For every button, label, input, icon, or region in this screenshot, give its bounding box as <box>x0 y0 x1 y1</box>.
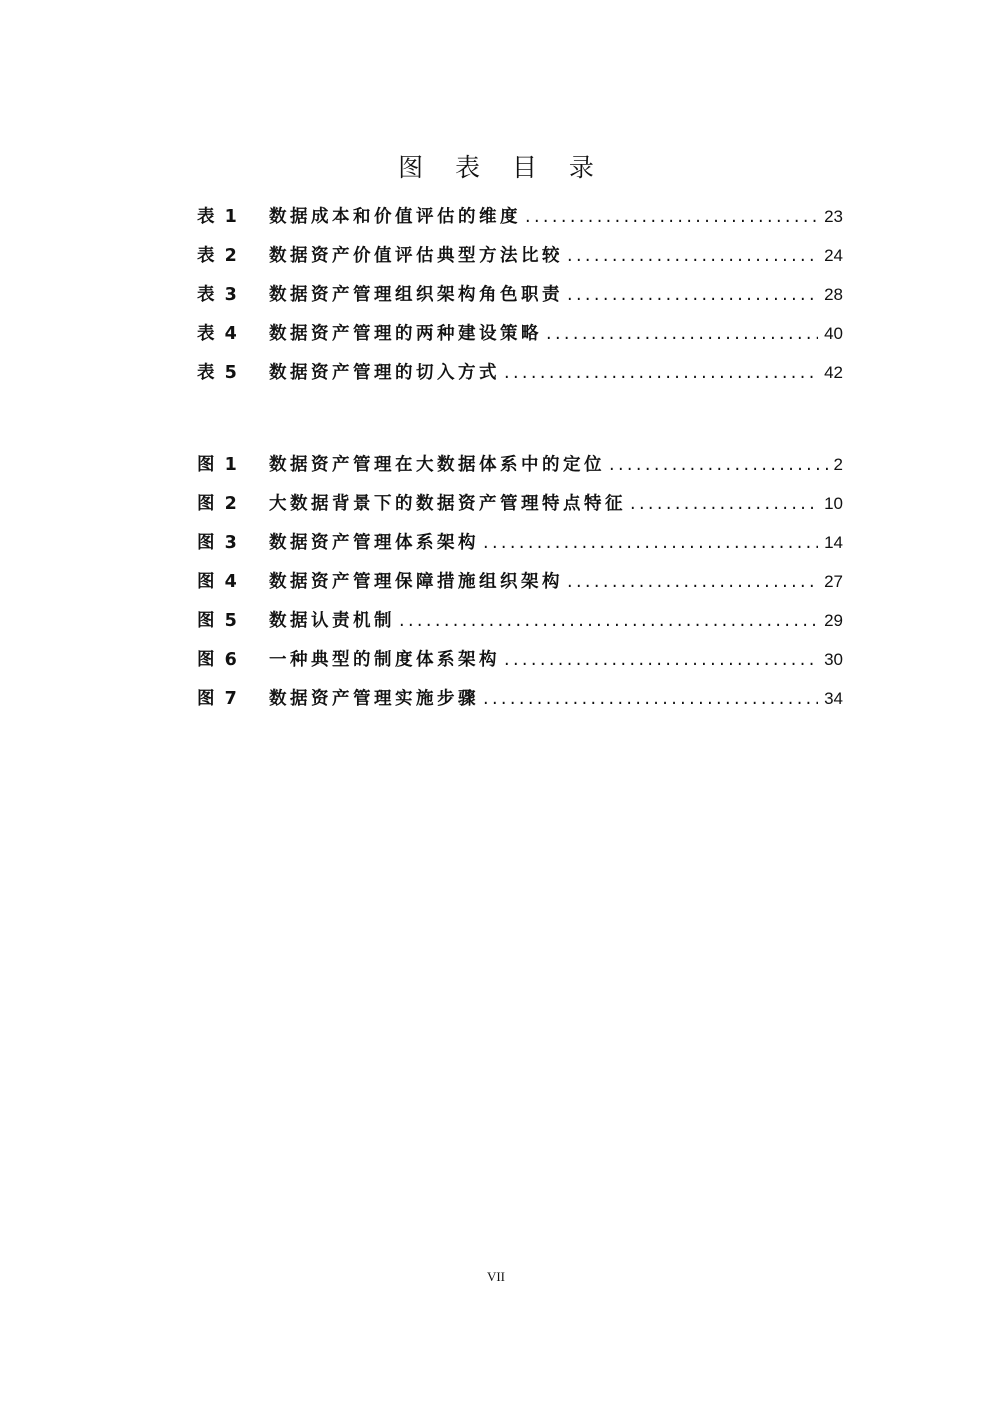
list-of-figures <box>197 451 843 724</box>
entry-title: 数据资产价值评估典型方法比较 <box>269 246 563 266</box>
entry-page-number: 14 <box>824 533 843 552</box>
entry-label: 图 6 <box>197 650 239 670</box>
toc-entry-figure-5[interactable] <box>197 607 843 646</box>
entry-title: 数据资产管理的切入方式 <box>269 363 500 383</box>
entry-page-number: 23 <box>824 207 843 226</box>
entry-label: 表 5 <box>197 363 239 383</box>
toc-entry-figure-7[interactable] <box>197 685 843 724</box>
page-footer-number: VII <box>486 1269 506 1284</box>
toc-entry-table-5[interactable] <box>197 359 843 398</box>
toc-entry-figure-3[interactable] <box>197 529 843 568</box>
entry-title: 数据资产管理在大数据体系中的定位 <box>269 455 605 475</box>
dot-leader <box>483 533 818 553</box>
entry-title: 数据资产管理体系架构 <box>269 533 479 553</box>
entry-title: 数据资产管理实施步骤 <box>269 689 479 709</box>
toc-entry-table-2[interactable] <box>197 242 843 281</box>
entry-title: 数据资产管理组织架构角色职责 <box>269 285 563 305</box>
toc-entry-table-3[interactable] <box>197 281 843 320</box>
dot-leader <box>525 207 818 227</box>
dot-leader <box>630 494 818 514</box>
page-title: 图 表 目 录 <box>398 153 606 182</box>
entry-page-number: 30 <box>824 650 843 669</box>
entry-label: 图 3 <box>197 533 239 553</box>
list-of-tables <box>197 203 843 398</box>
entry-page-number: 34 <box>824 689 843 708</box>
entry-label: 表 3 <box>197 285 239 305</box>
dot-leader <box>567 285 818 305</box>
dot-leader <box>567 246 818 266</box>
entry-title: 数据资产管理的两种建设策略 <box>269 324 542 344</box>
entry-label: 图 5 <box>197 611 239 631</box>
dot-leader <box>483 689 818 709</box>
entry-title: 数据认责机制 <box>269 611 395 631</box>
entry-page-number: 24 <box>824 246 843 265</box>
entry-page-number: 27 <box>824 572 843 591</box>
entry-title: 数据资产管理保障措施组织架构 <box>269 572 563 592</box>
dot-leader <box>567 572 818 592</box>
entry-label: 表 4 <box>197 324 239 344</box>
dot-leader <box>609 455 828 475</box>
dot-leader <box>504 363 818 383</box>
toc-entry-table-4[interactable] <box>197 320 843 359</box>
toc-entry-figure-1[interactable] <box>197 451 843 490</box>
dot-leader <box>504 650 818 670</box>
entry-title: 数据成本和价值评估的维度 <box>269 207 521 227</box>
entry-title: 大数据背景下的数据资产管理特点特征 <box>269 494 626 514</box>
dot-leader <box>399 611 818 631</box>
entry-page-number: 28 <box>824 285 843 304</box>
entry-page-number: 40 <box>824 324 843 343</box>
entry-label: 图 1 <box>197 455 239 475</box>
entry-page-number: 10 <box>824 494 843 513</box>
entry-page-number: 29 <box>824 611 843 630</box>
entry-label: 表 1 <box>197 207 239 227</box>
toc-entry-figure-6[interactable] <box>197 646 843 685</box>
entry-label: 表 2 <box>197 246 239 266</box>
entry-page-number: 42 <box>824 363 843 382</box>
entry-label: 图 7 <box>197 689 239 709</box>
entry-page-number: 2 <box>833 455 843 474</box>
entry-label: 图 4 <box>197 572 239 592</box>
toc-entry-figure-4[interactable] <box>197 568 843 607</box>
entry-title: 一种典型的制度体系架构 <box>269 650 500 670</box>
dot-leader <box>546 324 818 344</box>
toc-entry-figure-2[interactable] <box>197 490 843 529</box>
entry-label: 图 2 <box>197 494 239 514</box>
toc-entry-table-1[interactable] <box>197 203 843 242</box>
